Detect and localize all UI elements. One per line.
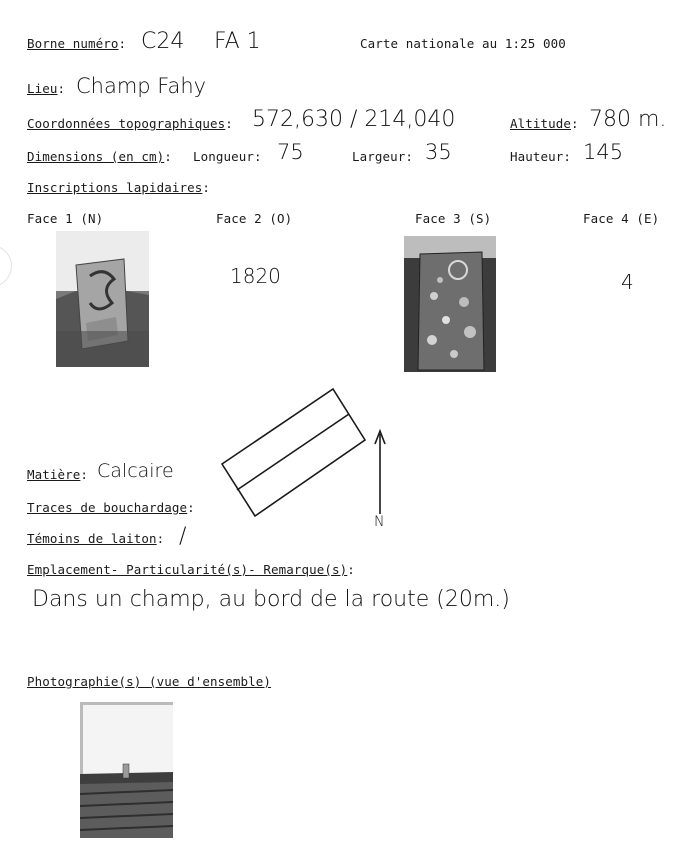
matiere-value: Calcaire (97, 460, 174, 482)
altitude-row: Altitude: (510, 116, 579, 131)
longueur-label: Longueur: (193, 149, 262, 164)
borne-row: Borne numéro: (27, 36, 127, 51)
largeur-value: 35 (425, 140, 452, 164)
face-2-label: Face 2 (O) (216, 211, 293, 226)
fa-value: FA 1 (214, 29, 261, 54)
face-1-label: Face 1 (N) (27, 211, 104, 226)
traces-row: Traces de bouchardage: (27, 500, 195, 515)
face-2-content: 1820 (230, 264, 281, 288)
hauteur-value: 145 (583, 140, 624, 164)
emplacement-row: Emplacement- Particularité(s)- Remarque(s): (27, 562, 355, 577)
traces-label: Traces de bouchardage (27, 500, 188, 515)
inscriptions-label: Inscriptions lapidaires (27, 180, 203, 195)
emplacement-label: Emplacement- Particularité(s)- Remarque(s) (27, 562, 348, 577)
coords-value: 572,630 / 214,040 (252, 107, 456, 132)
temoins-row: Témoins de laiton: (27, 531, 165, 546)
coords-label: Coordonnées topographiques (27, 116, 226, 131)
north-arrow-icon (370, 428, 390, 518)
orientation-diagram (215, 385, 375, 525)
lieu-label: Lieu (27, 81, 58, 96)
dimensions-row: Dimensions (en cm): (27, 149, 172, 164)
face-3-photo (404, 236, 496, 372)
lieu-value: Champ Fahy (76, 74, 207, 98)
borne-midline (237, 414, 349, 490)
north-label: N (374, 514, 385, 530)
matiere-label: Matière (27, 467, 81, 482)
face-1-photo (56, 231, 149, 367)
matiere-row: Matière: (27, 467, 89, 482)
dimensions-label: Dimensions (en cm) (27, 149, 165, 164)
altitude-label: Altitude (510, 116, 572, 131)
photographie-label: Photographie(s) (vue d'ensemble) (27, 674, 272, 689)
hauteur-label: Hauteur: (510, 149, 572, 164)
borne-value: C24 (141, 29, 185, 54)
face-4-content: 4 (621, 270, 634, 294)
borne-label: Borne numéro (27, 36, 119, 51)
temoins-value: / (179, 524, 187, 549)
face-4-label: Face 4 (E) (583, 211, 660, 226)
temoins-label: Témoins de laiton (27, 531, 157, 546)
lieu-row: Lieu: (27, 81, 66, 96)
largeur-label: Largeur: (352, 149, 414, 164)
inscriptions-row: Inscriptions lapidaires: (27, 180, 211, 195)
map-note: Carte nationale au 1:25 000 (360, 36, 566, 51)
emplacement-value: Dans un champ, au bord de la route (20m.) (32, 587, 510, 612)
face-3-label: Face 3 (S) (415, 211, 492, 226)
coords-row: Coordonnées topographiques: (27, 116, 233, 131)
altitude-value: 780 m. (589, 107, 667, 132)
paper-fold-mark (0, 245, 12, 287)
longueur-value: 75 (277, 140, 304, 164)
overview-photo (80, 702, 173, 838)
